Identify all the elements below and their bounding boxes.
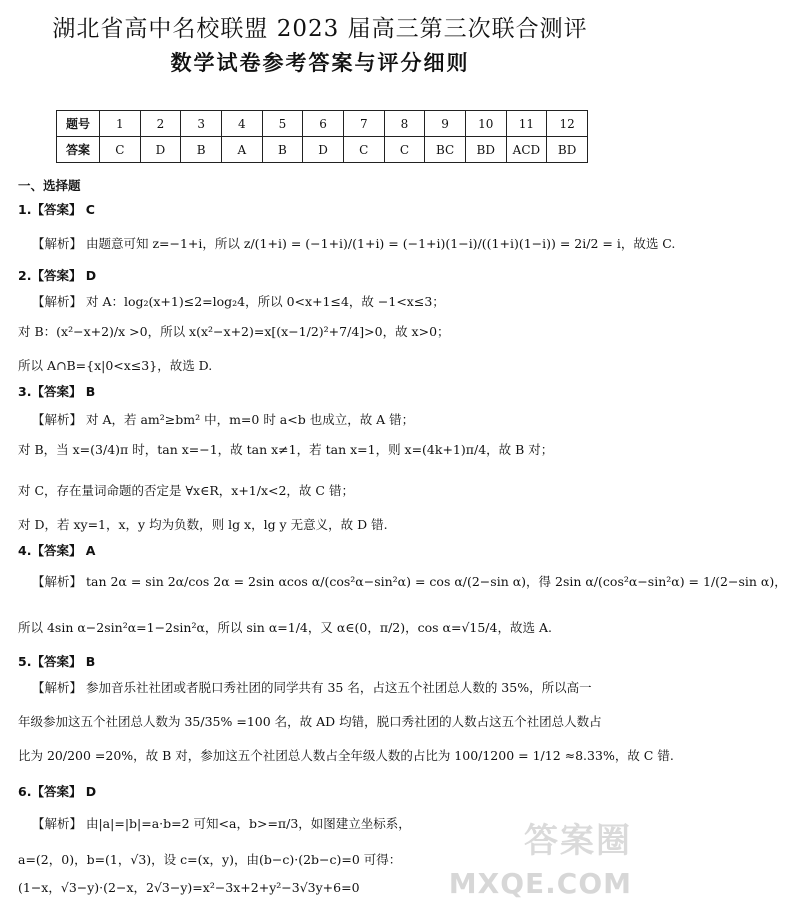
q1-answer: 1.【答案】 C — [18, 202, 95, 217]
q5-solution-line: 比为 20/200 =20%，故 B 对，参加这五个社团总人数占全年级人数的占比为 100/1200 = 1/12 ≈8.33%，故 C 错. — [18, 748, 674, 763]
q-number: 2 — [140, 111, 181, 137]
q-number: 3 — [181, 111, 222, 137]
q-number: 4 — [221, 111, 262, 137]
q5-answer: 5.【答案】 B — [18, 654, 96, 669]
watermark-url: MXQE.COM — [448, 867, 632, 900]
answer-cell: C — [343, 137, 384, 163]
q6-answer: 6.【答案】 D — [18, 784, 97, 799]
answer-cell: B — [181, 137, 222, 163]
q5-solution-line: 年级参加这五个社团总人数为 35/35% =100 名，故 AD 均错，脱口秀社团的人数占这五个社团总人数占 — [18, 714, 602, 729]
answer-table — [56, 110, 588, 163]
section-heading: 一、选择题 — [18, 178, 81, 193]
answer-cell: A — [221, 137, 262, 163]
q3-solution-line: 对 D，若 xy=1，x，y 均为负数，则 lg x，lg y 无意义，故 D 错. — [18, 517, 388, 532]
q4-solution-line: 【解析】 tan 2α = sin 2α/cos 2α = 2sin αcos α/(cos²α−sin²α) = cos α/(2−sin α)，得 2sin α/(cos²α−sin²α) = 1/(2−sin α)， — [32, 574, 787, 589]
q-number: 1 — [100, 111, 141, 137]
q3-solution-line: 对 C，存在量词命题的否定是 ∀x∈R，x+1/x<2，故 C 错； — [18, 483, 354, 498]
q3-solution-line: 对 B，当 x=(3/4)π 时，tan x=−1，故 tan x≠1，若 tan x=1，则 x=(4k+1)π/4，故 B 对； — [18, 442, 554, 457]
q-number: 11 — [506, 111, 547, 137]
q6-solution-line: 【解析】 由|a|=|b|=a·b=2 可知<a，b>=π/3，如图建立坐标系， — [32, 816, 411, 831]
answer-cell: BC — [425, 137, 466, 163]
answer-cell: C — [100, 137, 141, 163]
q3-solution-line: 【解析】 对 A，若 am²≥bm² 中，m=0 时 a<b 也成立，故 A 错； — [32, 412, 415, 427]
question-number-row — [57, 111, 588, 137]
q2-solution-line: 对 B：(x²−x+2)/x >0，所以 x(x²−x+2)=x[(x−1/2)²+7/4]>0，故 x>0； — [18, 324, 450, 339]
q4-solution-line: 所以 4sin α−2sin²α=1−2sin²α，所以 sin α=1/4，又 α∈(0，π/2)，cos α=√15/4，故选 A. — [18, 620, 552, 635]
answer-cell: D — [140, 137, 181, 163]
row-header-answer: 答案 — [57, 137, 100, 163]
answer-cell: ACD — [506, 137, 547, 163]
q5-solution-line: 【解析】 参加音乐社社团或者脱口秀社团的同学共有 35 名，占这五个社团总人数的 35%，所以高一 — [32, 680, 592, 695]
q2-solution-line: 所以 A∩B={x|0<x≤3}，故选 D. — [18, 358, 213, 373]
q4-answer: 4.【答案】 A — [18, 543, 96, 558]
q-number: 8 — [384, 111, 425, 137]
q-number: 5 — [262, 111, 303, 137]
answer-row — [57, 137, 588, 163]
q-number: 9 — [425, 111, 466, 137]
q-number: 7 — [343, 111, 384, 137]
page-title: 湖北省高中名校联盟 2023 届高三第三次联合测评 — [52, 16, 588, 42]
q6-solution-line: a=(2，0)，b=(1，√3)，设 c=(x，y)，由(b−c)·(2b−c)=0 可得： — [18, 852, 402, 867]
q2-answer: 2.【答案】 D — [18, 268, 97, 283]
watermark-text: 答案圈 — [524, 821, 632, 861]
q3-answer: 3.【答案】 B — [18, 384, 96, 399]
answer-cell: B — [262, 137, 303, 163]
q-number: 6 — [303, 111, 344, 137]
answer-cell: D — [303, 137, 344, 163]
answer-cell: BD — [465, 137, 506, 163]
page-subtitle: 数学试卷参考答案与评分细则 — [170, 51, 470, 75]
q1-solution: 【解析】 由题意可知 z=−1+i，所以 z/(1+i) = (−1+i)/(1+i) = (−1+i)(1−i)/((1+i)(1−i)) = 2i/2 = i，故选 C. — [32, 236, 676, 251]
answer-cell: BD — [547, 137, 588, 163]
q2-solution-line: 【解析】 对 A：log₂(x+1)≤2=log₂4，所以 0<x+1≤4，故 −1<x≤3； — [32, 294, 445, 309]
answer-cell: C — [384, 137, 425, 163]
q-number: 10 — [465, 111, 506, 137]
row-header-number: 题号 — [57, 111, 100, 137]
q6-solution-line: (1−x，√3−y)·(2−x，2√3−y)=x²−3x+2+y²−3√3y+6=0 — [18, 880, 360, 895]
q-number: 12 — [547, 111, 588, 137]
